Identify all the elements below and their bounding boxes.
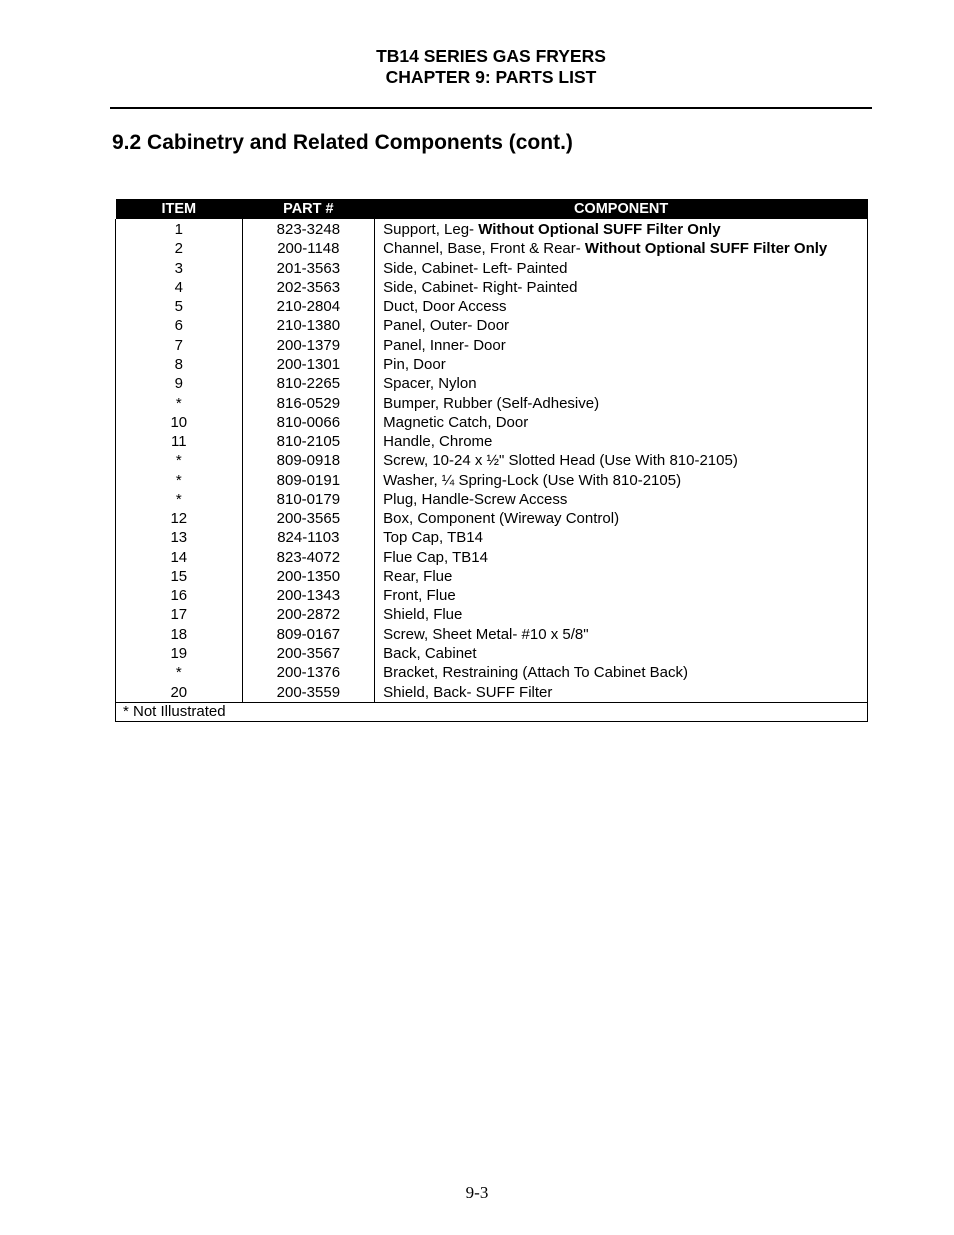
item-number: 1 [116,219,243,239]
component-text: Shield, Flue [383,606,463,624]
part-number: 200-1379 [242,336,375,355]
item-number: * [116,451,243,470]
header-divider [110,107,872,109]
table-row [116,490,868,509]
part-number: 200-1301 [242,355,375,374]
component-text: Back, Cabinet [383,644,477,662]
item-number: 14 [116,548,243,567]
header-title: TB14 SERIES GAS FRYERS [376,46,606,66]
component-text: Bracket, Restraining (Attach To Cabinet Back) [383,664,689,682]
table-row [116,297,868,316]
parts-table [115,199,868,722]
item-number: * [116,470,243,489]
component-text: Duct, Door Access [383,298,507,316]
component-description [375,259,868,278]
item-number: 9 [116,374,243,393]
component-qualifier: Without Optional SUFF Filter Only [584,240,828,258]
document-header [110,46,872,88]
part-number: 810-0066 [242,413,375,432]
item-number: 3 [116,259,243,278]
component-text: Screw, Sheet Metal- #10 x 5/8" [383,625,589,643]
item-number: * [116,663,243,682]
component-description [375,625,868,644]
component-description [375,336,868,355]
table-row [116,682,868,702]
item-number: 18 [116,625,243,644]
part-number: 200-1350 [242,567,375,586]
component-description [375,432,868,451]
component-text: Panel, Inner- Door [383,336,506,354]
table-row [116,219,868,239]
item-number: 10 [116,413,243,432]
table-row [116,625,868,644]
table-row [116,413,868,432]
table-row [116,567,868,586]
table-row [116,470,868,489]
part-number: 824-1103 [242,528,375,547]
table-row [116,239,868,258]
item-number: 2 [116,239,243,258]
component-description [375,219,868,239]
item-number: 8 [116,355,243,374]
part-number: 200-1343 [242,586,375,605]
component-description [375,663,868,682]
component-description [375,355,868,374]
parts-table-body [116,219,868,702]
part-number: 809-0918 [242,451,375,470]
component-description [375,509,868,528]
table-row [116,393,868,412]
item-number: 17 [116,605,243,624]
table-row [116,451,868,470]
component-text: Shield, Back- SUFF Filter [383,683,553,701]
part-number: 809-0167 [242,625,375,644]
table-row [116,355,868,374]
part-number: 200-1376 [242,663,375,682]
column-header-component: COMPONENT [375,199,868,219]
component-text: Box, Component (Wireway Control) [383,510,620,528]
footnote: * Not Illustrated [116,702,868,721]
component-description [375,413,868,432]
table-row [116,336,868,355]
part-number: 200-2872 [242,605,375,624]
part-number: 809-0191 [242,470,375,489]
component-text: Pin, Door [383,355,446,373]
table-row [116,432,868,451]
column-header-item: ITEM [116,199,243,219]
component-text: Magnetic Catch, Door [383,413,529,431]
table-row [116,259,868,278]
item-number: 4 [116,278,243,297]
component-description [375,393,868,412]
component-text: Side, Cabinet- Right- Painted [383,278,578,296]
component-text: Bumper, Rubber (Self-Adhesive) [383,394,600,412]
part-number: 823-3248 [242,219,375,239]
component-qualifier: Without Optional SUFF Filter Only [478,221,721,239]
table-row [116,509,868,528]
table-row [116,663,868,682]
item-number: 6 [116,316,243,335]
component-text: Top Cap, TB14 [383,529,483,547]
component-text: Front, Flue [383,587,456,605]
item-number: * [116,393,243,412]
part-number: 810-0179 [242,490,375,509]
component-text: Screw, 10-24 x ½" Slotted Head (Use With 810-2105) [383,452,738,470]
table-row [116,528,868,547]
component-description [375,470,868,489]
component-description [375,605,868,624]
item-number: 16 [116,586,243,605]
part-number: 200-3567 [242,644,375,663]
footnote-row [116,702,868,721]
section-title: 9.2 Cabinetry and Related Components (cont.) [112,131,573,154]
item-number: 5 [116,297,243,316]
component-description [375,297,868,316]
component-text: Plug, Handle-Screw Access [383,490,568,508]
component-text: Panel, Outer- Door [383,317,510,335]
component-description [375,548,868,567]
table-row [116,644,868,663]
component-description [375,682,868,702]
part-number: 816-0529 [242,393,375,412]
part-number: 201-3563 [242,259,375,278]
component-description [375,490,868,509]
item-number: 12 [116,509,243,528]
column-header-part: PART # [242,199,375,219]
table-header-row [116,199,868,219]
item-number: 19 [116,644,243,663]
item-number: 11 [116,432,243,451]
component-text: Rear, Flue [383,567,453,585]
part-number: 202-3563 [242,278,375,297]
component-description [375,567,868,586]
component-description [375,239,868,258]
table-row [116,605,868,624]
part-number: 200-3565 [242,509,375,528]
component-text: Handle, Chrome [383,433,493,451]
item-number: 7 [116,336,243,355]
component-description [375,278,868,297]
header-chapter: CHAPTER 9: PARTS LIST [385,67,597,87]
component-description [375,586,868,605]
table-row [116,548,868,567]
component-description [375,374,868,393]
item-number: 20 [116,682,243,702]
part-number: 810-2265 [242,374,375,393]
item-number: 15 [116,567,243,586]
component-description [375,644,868,663]
component-text: Support, Leg- [383,221,479,239]
part-number: 823-4072 [242,548,375,567]
part-number: 810-2105 [242,432,375,451]
page-number: 9-3 [465,1183,489,1202]
part-number: 200-1148 [242,239,375,258]
component-text: Side, Cabinet- Left- Painted [383,259,568,277]
item-number: * [116,490,243,509]
component-description [375,316,868,335]
component-text: Spacer, Nylon [383,375,477,393]
part-number: 210-2804 [242,297,375,316]
table-row [116,316,868,335]
item-number: 13 [116,528,243,547]
table-row [116,586,868,605]
part-number: 200-3559 [242,682,375,702]
table-row [116,374,868,393]
table-row [116,278,868,297]
component-text: Flue Cap, TB14 [383,548,488,566]
part-number: 210-1380 [242,316,375,335]
component-text: Channel, Base, Front & Rear- [383,240,585,258]
component-description [375,451,868,470]
component-description [375,528,868,547]
component-text: Washer, ¼ Spring-Lock (Use With 810-2105) [383,471,682,489]
